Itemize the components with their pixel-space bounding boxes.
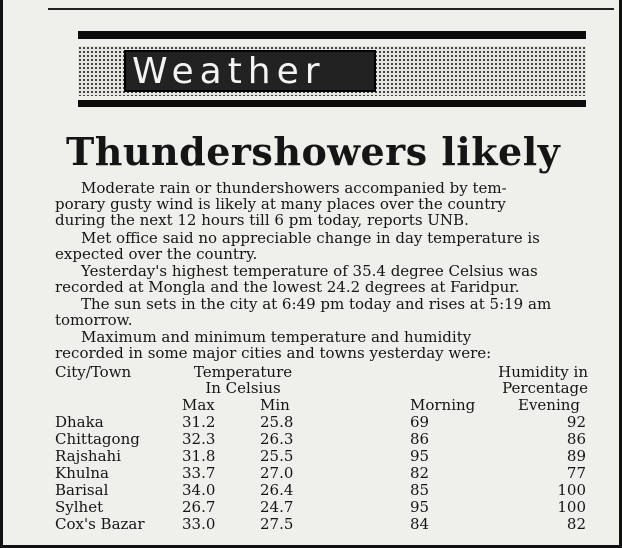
header-humidity: Humidity in <box>498 363 588 381</box>
paragraph-3 <box>55 263 587 295</box>
paragraph-line: expected over the country. <box>55 245 258 263</box>
paragraph-line: Maximum and minimum temperature and humidity <box>81 328 472 346</box>
paragraph-4 <box>55 296 587 328</box>
min-temp: 27.0 <box>260 464 294 482</box>
max-temp: 34.0 <box>182 481 216 499</box>
evening-humidity: 77 <box>566 464 586 482</box>
evening-humidity: 92 <box>566 413 586 431</box>
paragraph-line: porary gusty wind is likely at many places over the country <box>55 195 506 213</box>
max-temp: 33.0 <box>182 515 216 533</box>
evening-humidity: 82 <box>566 515 586 533</box>
city-name: Barisal <box>55 481 109 499</box>
min-temp: 25.5 <box>260 447 294 465</box>
morning-humidity: 85 <box>410 481 430 499</box>
section-label: Weather <box>132 51 326 92</box>
paragraph-line: Met office said no appreciable change in day temperature is <box>81 229 540 247</box>
headline: Thundershowers likely <box>66 129 561 174</box>
paragraph-5 <box>55 329 587 361</box>
paragraph-line: recorded at Mongla and the lowest 24.2 degrees at Faridpur. <box>55 278 520 296</box>
city-name: Dhaka <box>55 413 104 431</box>
paragraph-line: The sun sets in the city at 6:49 pm today and rises at 5:19 am <box>81 295 552 313</box>
morning-humidity: 82 <box>410 464 430 482</box>
evening-humidity: 89 <box>566 447 586 465</box>
evening-humidity: 100 <box>557 498 586 516</box>
morning-humidity: 95 <box>410 498 430 516</box>
paragraph-2 <box>55 230 587 262</box>
city-name: Rajshahi <box>55 447 121 465</box>
paragraph-line: tomorrow. <box>55 311 133 329</box>
morning-humidity: 69 <box>410 413 430 431</box>
header-celsius: In Celsius <box>205 379 281 397</box>
header-min: Min <box>260 396 290 414</box>
city-name: Sylhet <box>55 498 104 516</box>
city-name: Cox's Bazar <box>55 515 145 533</box>
header-morning: Morning <box>410 396 476 414</box>
min-temp: 25.8 <box>260 413 294 431</box>
max-temp: 31.2 <box>182 413 216 431</box>
paragraph-line: during the next 12 hours till 6 pm today, reports UNB. <box>55 211 469 229</box>
max-temp: 32.3 <box>182 430 216 448</box>
header-max: Max <box>182 396 215 414</box>
min-temp: 27.5 <box>260 515 294 533</box>
header-temperature: Temperature <box>193 363 293 381</box>
evening-humidity: 100 <box>557 481 586 499</box>
header-city: City/Town <box>55 363 132 381</box>
paragraph-line: Moderate rain or thundershowers accompanied by tem- <box>81 179 507 197</box>
paragraph-1 <box>55 180 587 228</box>
min-temp: 26.3 <box>260 430 294 448</box>
max-temp: 26.7 <box>182 498 216 516</box>
morning-humidity: 86 <box>410 430 430 448</box>
masthead-rule-top <box>78 31 586 39</box>
paragraph-line: Yesterday's highest temperature of 35.4 degree Celsius was <box>81 262 538 280</box>
top-border-line <box>48 0 614 10</box>
max-temp: 33.7 <box>182 464 216 482</box>
min-temp: 26.4 <box>260 481 294 499</box>
max-temp: 31.8 <box>182 447 216 465</box>
city-name: Khulna <box>55 464 109 482</box>
paragraph-line: recorded in some major cities and towns yesterday were: <box>55 344 492 362</box>
city-name: Chittagong <box>55 430 140 448</box>
header-evening: Evening <box>518 396 581 414</box>
header-percentage: Percentage <box>502 379 588 397</box>
morning-humidity: 84 <box>410 515 430 533</box>
masthead-rule-bottom <box>78 100 586 107</box>
morning-humidity: 95 <box>410 447 430 465</box>
evening-humidity: 86 <box>566 430 586 448</box>
min-temp: 24.7 <box>260 498 294 516</box>
